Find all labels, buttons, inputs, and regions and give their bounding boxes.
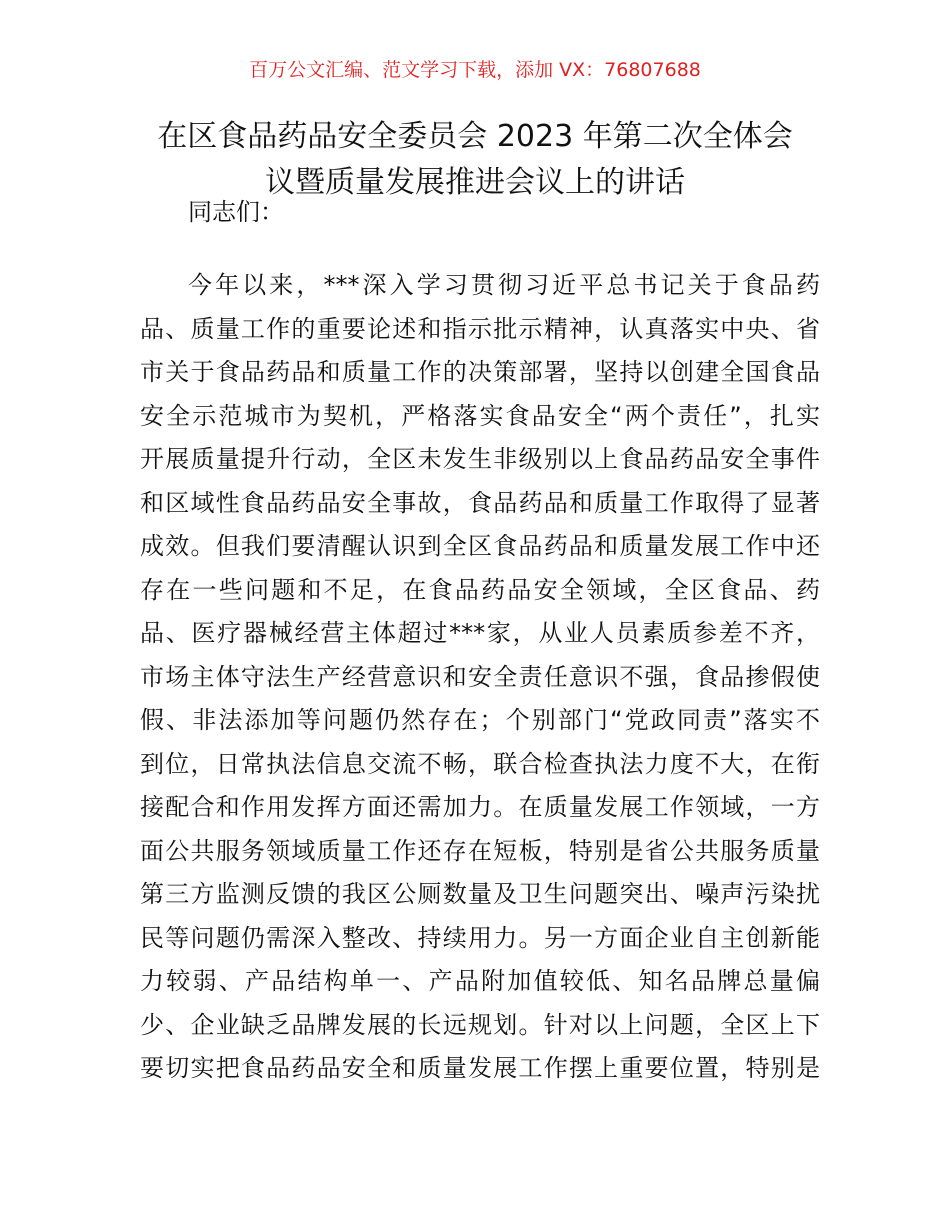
body-paragraph: [140, 264, 820, 1091]
body-line: 市场主体守法生产经营意识和安全责任意识不强，食品掺假使: [140, 662, 820, 691]
header-watermark-note: 百万公文汇编、范文学习下载，添加 VX：76807688: [249, 59, 701, 81]
body-line: 和区域性食品药品安全事故，食品药品和质量工作取得了显著: [140, 488, 820, 517]
body-line: 品、医疗器械经营主体超过***家，从业人员素质参差不齐，: [140, 619, 820, 647]
body-line: 市关于食品药品和质量工作的决策部署，坚持以创建全国食品: [140, 358, 820, 386]
body-line: 存在一些问题和不足，在食品药品安全领域，全区食品、药: [140, 575, 820, 604]
body-line: 第三方监测反馈的我区公厕数量及卫生问题突出、噪声污染扰: [140, 880, 820, 908]
title-line-1: 在区食品药品安全委员会 2023 年第二次全体会: [157, 119, 793, 154]
body-line: 成效。但我们要清醒认识到全区食品药品和质量发展工作中还: [140, 532, 820, 560]
title-line-2: 议暨质量发展推进会议上的讲话: [265, 165, 685, 200]
body-line: 民等问题仍需深入整改、持续用力。另一方面企业自主创新能: [140, 923, 820, 952]
body-line: 少、企业缺乏品牌发展的长远规划。针对以上问题，全区上下: [140, 1010, 820, 1039]
document-title: [120, 114, 830, 206]
body-line: 要切实把食品药品安全和质量发展工作摆上重要位置，特别是: [140, 1054, 820, 1082]
body-line: 力较弱、产品结构单一、产品附加值较低、知名品牌总量偏: [140, 967, 820, 995]
body-line: 开展质量提升行动，全区未发生非级别以上食品药品安全事件: [140, 445, 820, 473]
body-line: 接配合和作用发挥方面还需加力。在质量发展工作领域，一方: [140, 793, 820, 821]
body-line: 到位，日常执法信息交流不畅，联合检查执法力度不大，在衔: [140, 749, 820, 778]
salutation: 同志们：: [188, 198, 284, 226]
body-line: 面公共服务领域质量工作还存在短板，特别是省公共服务质量: [140, 836, 820, 865]
body-line: 安全示范城市为契机，严格落实食品安全“两个责任”，扎实: [140, 401, 820, 430]
body-line: 假、非法添加等问题仍然存在；个别部门“党政同责”落实不: [140, 706, 820, 734]
body-line: 品、质量工作的重要论述和指示批示精神，认真落实中央、省: [140, 314, 820, 343]
body-line: 今年以来，***深入学习贯彻习近平总书记关于食品药: [188, 271, 820, 299]
